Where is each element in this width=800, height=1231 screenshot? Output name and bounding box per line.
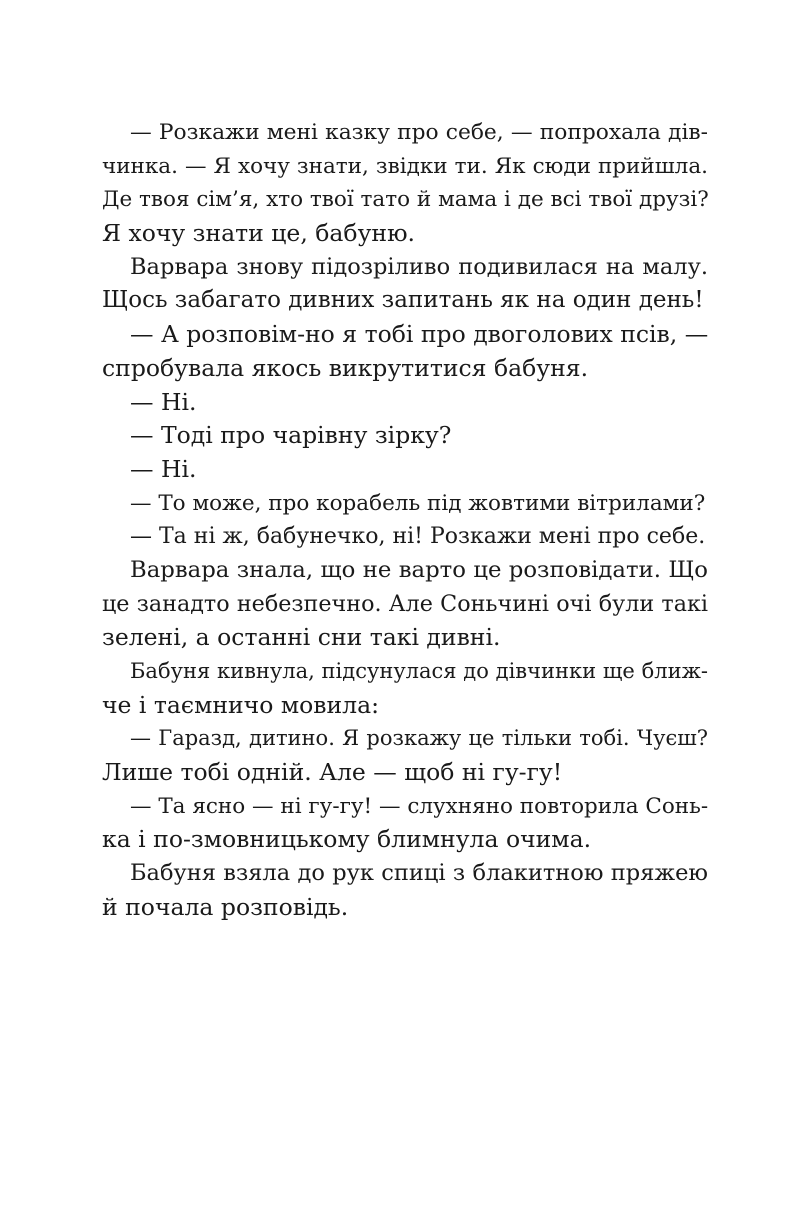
- text-line: — А розповім-но я тобі про двоголових псів, —: [130, 320, 709, 349]
- text-line: — Ні.: [130, 454, 197, 483]
- text-line: — Тоді про чарівну зірку?: [130, 421, 452, 450]
- text-line: це занадто небезпечно. Але Соньчині очі були такі: [102, 590, 708, 617]
- text-line: Я хочу знати це, бабуню.: [102, 219, 415, 248]
- text-line: Варвара знову підозріливо подивилася на малу.: [130, 253, 708, 280]
- text-line: че і таємничо мовила:: [102, 690, 380, 719]
- text-line: ка і по-змовницькому блимнула очима.: [102, 825, 592, 854]
- text-line: Бабуня кивнула, підсунулася до дівчинки ще ближ-: [130, 659, 708, 683]
- text-line: чинка. — Я хочу знати, звідки ти. Як сюди прийшла.: [102, 153, 708, 179]
- text-line: — Ні.: [130, 387, 197, 416]
- text-line: Де твоя сім’я, хто твої тато й мама і де всі твої друзі?: [102, 187, 709, 213]
- text-line: — Розкажи мені казку про себе, — попрохала дів-: [130, 120, 708, 145]
- text-line: й почала розповідь.: [102, 892, 349, 921]
- body-text: [102, 116, 708, 925]
- text-line: Щось забагато дивних запитань як на один день!: [102, 287, 704, 314]
- text-line: спробувала якось викрутитися бабуня.: [102, 353, 589, 382]
- text-line: Варвара знала, що не варто це розповідати. Що: [130, 556, 708, 583]
- text-line: Лише тобі одній. Але — щоб ні гу-гу!: [102, 758, 563, 787]
- text-line: Бабуня взяла до рук спиці з блакитною пряжею: [130, 860, 708, 887]
- text-line: — Гаразд, дитино. Я розкажу це тільки тобі. Чуєш?: [130, 726, 708, 751]
- text-line: зелені, а останні сни такі дивні.: [102, 623, 501, 652]
- text-line: — То може, про корабель під жовтими вітрилами?: [130, 490, 706, 516]
- text-line: — Та ні ж, бабунечко, ні! Розкажи мені про себе.: [130, 524, 706, 550]
- text-line: — Та ясно — ні гу-гу! — слухняно повторила Сонь-: [130, 793, 709, 819]
